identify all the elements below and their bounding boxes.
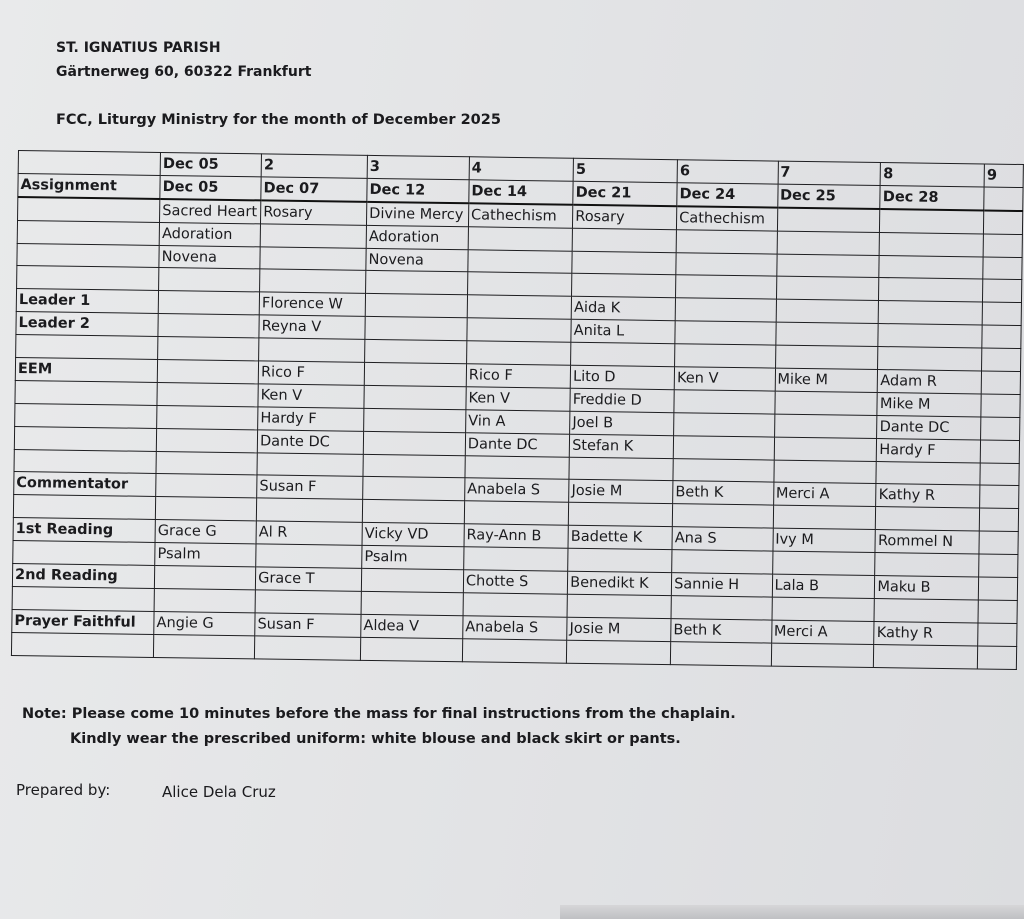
table-cell: Mike M bbox=[877, 392, 981, 416]
table-cell: Joel B bbox=[570, 411, 674, 435]
table-cell bbox=[771, 643, 874, 667]
table-cell bbox=[255, 590, 361, 614]
table-cell bbox=[672, 504, 773, 528]
row-label-cell: Leader 2 bbox=[16, 312, 158, 337]
table-cell bbox=[878, 347, 982, 371]
table-cell bbox=[978, 577, 1017, 600]
table-cell bbox=[158, 337, 259, 361]
table-cell bbox=[567, 594, 671, 618]
table-cell bbox=[979, 531, 1018, 554]
table-cell: Psalm bbox=[155, 543, 256, 567]
table-cell bbox=[361, 568, 463, 592]
table-cell: Adam R bbox=[878, 370, 982, 394]
table-cell bbox=[673, 458, 774, 482]
table-cell: Hardy F bbox=[877, 438, 981, 462]
table-cell: Beth K bbox=[671, 618, 772, 642]
row-label-cell bbox=[14, 426, 156, 451]
row-label-cell bbox=[17, 266, 159, 291]
table-cell bbox=[365, 317, 467, 341]
table-cell: Vicky VD bbox=[362, 523, 464, 547]
table-cell bbox=[158, 314, 259, 338]
table-cell bbox=[365, 339, 467, 363]
table-cell: Beth K bbox=[673, 481, 774, 505]
table-cell bbox=[155, 565, 256, 589]
table-cell bbox=[982, 302, 1021, 325]
table-cell bbox=[774, 437, 877, 461]
row-label-cell: 2nd Reading bbox=[12, 563, 154, 588]
table-cell bbox=[978, 646, 1017, 669]
table-cell bbox=[157, 405, 258, 429]
table-cell: Rosary bbox=[573, 205, 677, 230]
table-cell bbox=[879, 301, 983, 325]
table-cell bbox=[462, 638, 567, 662]
paper-edge bbox=[560, 905, 1024, 919]
table-cell bbox=[364, 385, 466, 409]
table-cell: Lito D bbox=[570, 365, 674, 389]
table-cell: Anabela S bbox=[465, 478, 570, 502]
table-cell bbox=[676, 229, 777, 253]
table-cell: 9 bbox=[984, 164, 1023, 187]
table-cell bbox=[879, 255, 983, 279]
table-cell bbox=[880, 232, 984, 256]
table-cell: Cathechism bbox=[677, 206, 778, 231]
table-cell bbox=[674, 390, 775, 414]
table-cell bbox=[363, 454, 465, 478]
table-cell bbox=[364, 362, 466, 386]
table-cell bbox=[567, 640, 671, 664]
table-cell: Merci A bbox=[771, 620, 874, 644]
table-cell bbox=[363, 477, 465, 501]
table-cell: Merci A bbox=[773, 483, 876, 507]
table-cell bbox=[874, 598, 978, 622]
table-cell: Novena bbox=[366, 248, 468, 272]
table-cell: Dante DC bbox=[877, 415, 981, 439]
table-cell bbox=[671, 641, 772, 665]
row-label-cell: Prayer Faithful bbox=[12, 609, 154, 634]
row-label-cell bbox=[15, 403, 157, 428]
table-cell bbox=[568, 548, 672, 572]
table-cell: Susan F bbox=[257, 475, 363, 499]
table-cell bbox=[775, 322, 878, 346]
row-label-cell: 1st Reading bbox=[13, 518, 155, 543]
table-cell: Aida K bbox=[571, 297, 675, 321]
table-cell bbox=[467, 272, 572, 296]
table-cell: Reyna V bbox=[259, 315, 365, 339]
table-cell: Anita L bbox=[571, 319, 675, 343]
table-cell bbox=[675, 298, 776, 322]
table-cell: Dante DC bbox=[257, 430, 363, 454]
table-cell: 3 bbox=[367, 155, 469, 179]
table-cell bbox=[466, 341, 571, 365]
table-cell: Anabela S bbox=[463, 616, 568, 640]
table-cell bbox=[675, 321, 776, 345]
table-cell bbox=[363, 431, 465, 455]
table-cell bbox=[362, 500, 464, 524]
table-cell bbox=[154, 588, 255, 612]
table-cell bbox=[982, 325, 1021, 348]
table-cell: Florence W bbox=[259, 292, 365, 316]
table-cell bbox=[984, 210, 1023, 234]
row-label-cell bbox=[11, 632, 153, 657]
table-cell: Dec 28 bbox=[880, 185, 984, 210]
table-cell bbox=[572, 228, 676, 252]
table-cell bbox=[463, 593, 568, 617]
table-cell: Dec 05 bbox=[160, 152, 261, 176]
table-cell bbox=[260, 224, 366, 248]
table-cell bbox=[156, 451, 257, 475]
table-cell bbox=[671, 596, 772, 620]
table-cell: 6 bbox=[677, 160, 778, 184]
table-cell bbox=[981, 394, 1020, 417]
table-cell bbox=[777, 207, 880, 232]
table-cell: Rico F bbox=[258, 361, 364, 385]
table-cell: Rosary bbox=[261, 200, 367, 225]
table-cell: Novena bbox=[159, 245, 260, 269]
table-cell bbox=[154, 634, 255, 658]
row-label-cell: EEM bbox=[15, 358, 157, 383]
table-cell bbox=[464, 547, 569, 571]
table-cell: Ana S bbox=[672, 527, 773, 551]
table-cell bbox=[774, 414, 877, 438]
table-cell: Susan F bbox=[255, 613, 361, 637]
table-cell bbox=[978, 600, 1017, 623]
table-cell bbox=[361, 591, 463, 615]
table-cell bbox=[775, 345, 878, 369]
table-cell: Psalm bbox=[362, 545, 464, 569]
table-cell bbox=[776, 254, 879, 278]
prepared-by-label: Prepared by: bbox=[16, 781, 111, 799]
table-cell: Stefan K bbox=[569, 434, 673, 458]
table-cell: Josie M bbox=[569, 480, 673, 504]
table-cell bbox=[980, 485, 1019, 508]
table-cell bbox=[467, 295, 572, 319]
table-cell bbox=[366, 271, 468, 295]
table-cell: Sannie H bbox=[671, 573, 772, 597]
table-cell bbox=[156, 428, 257, 452]
table-cell: Mike M bbox=[775, 368, 878, 392]
table-cell bbox=[981, 371, 1020, 394]
table-cell bbox=[980, 463, 1019, 486]
table-cell bbox=[674, 412, 775, 436]
table-cell bbox=[256, 544, 362, 568]
parish-address: Gärtnerweg 60, 60322 Frankfurt bbox=[56, 64, 312, 80]
schedule-table bbox=[11, 150, 1024, 670]
table-cell bbox=[572, 274, 676, 298]
table-cell: Rico F bbox=[466, 364, 571, 388]
table-cell bbox=[569, 503, 673, 527]
table-cell: Ray-Ann B bbox=[464, 524, 569, 548]
table-cell bbox=[572, 251, 676, 275]
table-cell: 8 bbox=[881, 163, 985, 187]
table-cell bbox=[468, 249, 573, 273]
table-cell: Al R bbox=[256, 521, 362, 545]
table-cell bbox=[672, 550, 773, 574]
row-label-cell: Commentator bbox=[14, 472, 156, 497]
table-cell bbox=[260, 269, 366, 293]
table-cell bbox=[772, 597, 875, 621]
table-cell: Dec 05 bbox=[160, 175, 261, 200]
table-cell: Chotte S bbox=[463, 570, 568, 594]
table-cell: Ken V bbox=[258, 384, 364, 408]
table-cell bbox=[777, 231, 880, 255]
table-cell bbox=[464, 501, 569, 525]
table-cell bbox=[364, 408, 466, 432]
table-cell: Dec 12 bbox=[367, 178, 469, 203]
table-cell bbox=[569, 457, 673, 481]
table-cell bbox=[256, 498, 362, 522]
row-label-cell bbox=[15, 380, 157, 405]
table-cell: Benedikt K bbox=[568, 571, 672, 595]
table-cell bbox=[874, 644, 978, 668]
table-cell: Dec 14 bbox=[469, 180, 574, 205]
schedule-title: FCC, Liturgy Ministry for the month of December 2025 bbox=[56, 112, 501, 128]
table-cell: Lala B bbox=[772, 574, 875, 598]
table-cell bbox=[772, 551, 875, 575]
table-cell: Badette K bbox=[568, 525, 672, 549]
row-label-cell: Assignment bbox=[18, 173, 160, 198]
table-cell: Grace G bbox=[155, 520, 256, 544]
table-cell: Dec 21 bbox=[573, 181, 677, 206]
table-cell bbox=[159, 268, 260, 292]
table-cell bbox=[980, 440, 1019, 463]
row-label-cell bbox=[17, 220, 159, 245]
table-cell: Sacred Heart bbox=[160, 199, 261, 224]
table-cell bbox=[676, 275, 777, 299]
table-cell bbox=[978, 623, 1017, 646]
table-cell: Freddie D bbox=[570, 388, 674, 412]
table-cell bbox=[157, 359, 258, 383]
table-cell bbox=[983, 257, 1022, 280]
table-cell: Cathechism bbox=[468, 203, 573, 228]
table-cell: Ken V bbox=[674, 367, 775, 391]
table-cell: Kathy R bbox=[876, 484, 980, 508]
table-cell: Vin A bbox=[466, 410, 571, 434]
row-label-cell bbox=[16, 335, 158, 360]
schedule-table-wrapper bbox=[11, 150, 1024, 670]
table-cell: Rommel N bbox=[875, 530, 979, 554]
table-cell: Ken V bbox=[466, 387, 571, 411]
table-cell bbox=[776, 277, 879, 301]
table-cell bbox=[676, 252, 777, 276]
table-cell bbox=[467, 318, 572, 342]
row-label-cell bbox=[13, 541, 155, 566]
table-cell bbox=[365, 294, 467, 318]
table-cell: Adoration bbox=[366, 225, 468, 249]
table-cell: Aldea V bbox=[361, 614, 463, 638]
table-cell bbox=[156, 497, 257, 521]
table-cell bbox=[979, 554, 1018, 577]
table-cell bbox=[984, 187, 1023, 211]
table-cell bbox=[774, 391, 877, 415]
table-cell bbox=[675, 344, 776, 368]
table-cell bbox=[260, 246, 366, 270]
row-label-cell bbox=[18, 197, 160, 222]
row-label-cell: Leader 1 bbox=[16, 289, 158, 314]
table-cell: Angie G bbox=[154, 611, 255, 635]
table-cell: Kathy R bbox=[874, 621, 978, 645]
table-cell bbox=[776, 299, 879, 323]
table-cell: Dec 25 bbox=[777, 184, 880, 209]
row-label-cell bbox=[12, 586, 154, 611]
table-cell bbox=[878, 324, 982, 348]
table-cell bbox=[257, 452, 363, 476]
table-cell: 2 bbox=[261, 154, 367, 178]
parish-name: ST. IGNATIUS PARISH bbox=[56, 40, 221, 56]
row-label-cell bbox=[18, 151, 160, 176]
table-cell bbox=[157, 382, 258, 406]
table-cell bbox=[468, 226, 573, 250]
note-line-1: Note: Please come 10 minutes before the mass for final instructions from the chaplain. bbox=[22, 706, 736, 722]
table-cell: Josie M bbox=[567, 617, 671, 641]
table-cell bbox=[879, 278, 983, 302]
table-cell bbox=[982, 348, 1021, 371]
table-cell bbox=[875, 553, 979, 577]
table-cell: Dante DC bbox=[465, 432, 570, 456]
prepared-by-name: Alice Dela Cruz bbox=[162, 783, 276, 801]
row-label-cell bbox=[13, 495, 155, 520]
table-cell bbox=[983, 279, 1022, 302]
table-cell bbox=[880, 209, 984, 234]
table-cell bbox=[673, 435, 774, 459]
table-cell bbox=[259, 338, 365, 362]
table-cell bbox=[981, 417, 1020, 440]
row-label-cell bbox=[17, 243, 159, 268]
table-cell bbox=[255, 636, 361, 660]
table-cell bbox=[773, 505, 876, 529]
table-cell bbox=[979, 508, 1018, 531]
table-cell bbox=[571, 342, 675, 366]
table-cell bbox=[156, 474, 257, 498]
table-cell: Hardy F bbox=[258, 407, 364, 431]
table-cell bbox=[360, 637, 462, 661]
table-cell: Grace T bbox=[255, 567, 361, 591]
note-line-2: Kindly wear the prescribed uniform: white blouse and black skirt or pants. bbox=[70, 731, 681, 747]
table-cell: Dec 07 bbox=[261, 177, 367, 202]
table-cell: Divine Mercy bbox=[367, 202, 469, 227]
table-cell: Maku B bbox=[875, 576, 979, 600]
table-cell bbox=[774, 460, 877, 484]
table-cell bbox=[876, 461, 980, 485]
table-cell: Ivy M bbox=[773, 528, 876, 552]
table-cell bbox=[158, 291, 259, 315]
table-cell bbox=[876, 507, 980, 531]
table-cell bbox=[983, 234, 1022, 257]
row-label-cell bbox=[14, 449, 156, 474]
table-cell: 5 bbox=[573, 158, 677, 182]
table-cell: Dec 24 bbox=[677, 183, 778, 208]
table-cell: Adoration bbox=[159, 222, 260, 246]
table-cell: 4 bbox=[469, 157, 574, 181]
table-cell bbox=[465, 455, 570, 479]
table-cell: 7 bbox=[778, 161, 881, 185]
